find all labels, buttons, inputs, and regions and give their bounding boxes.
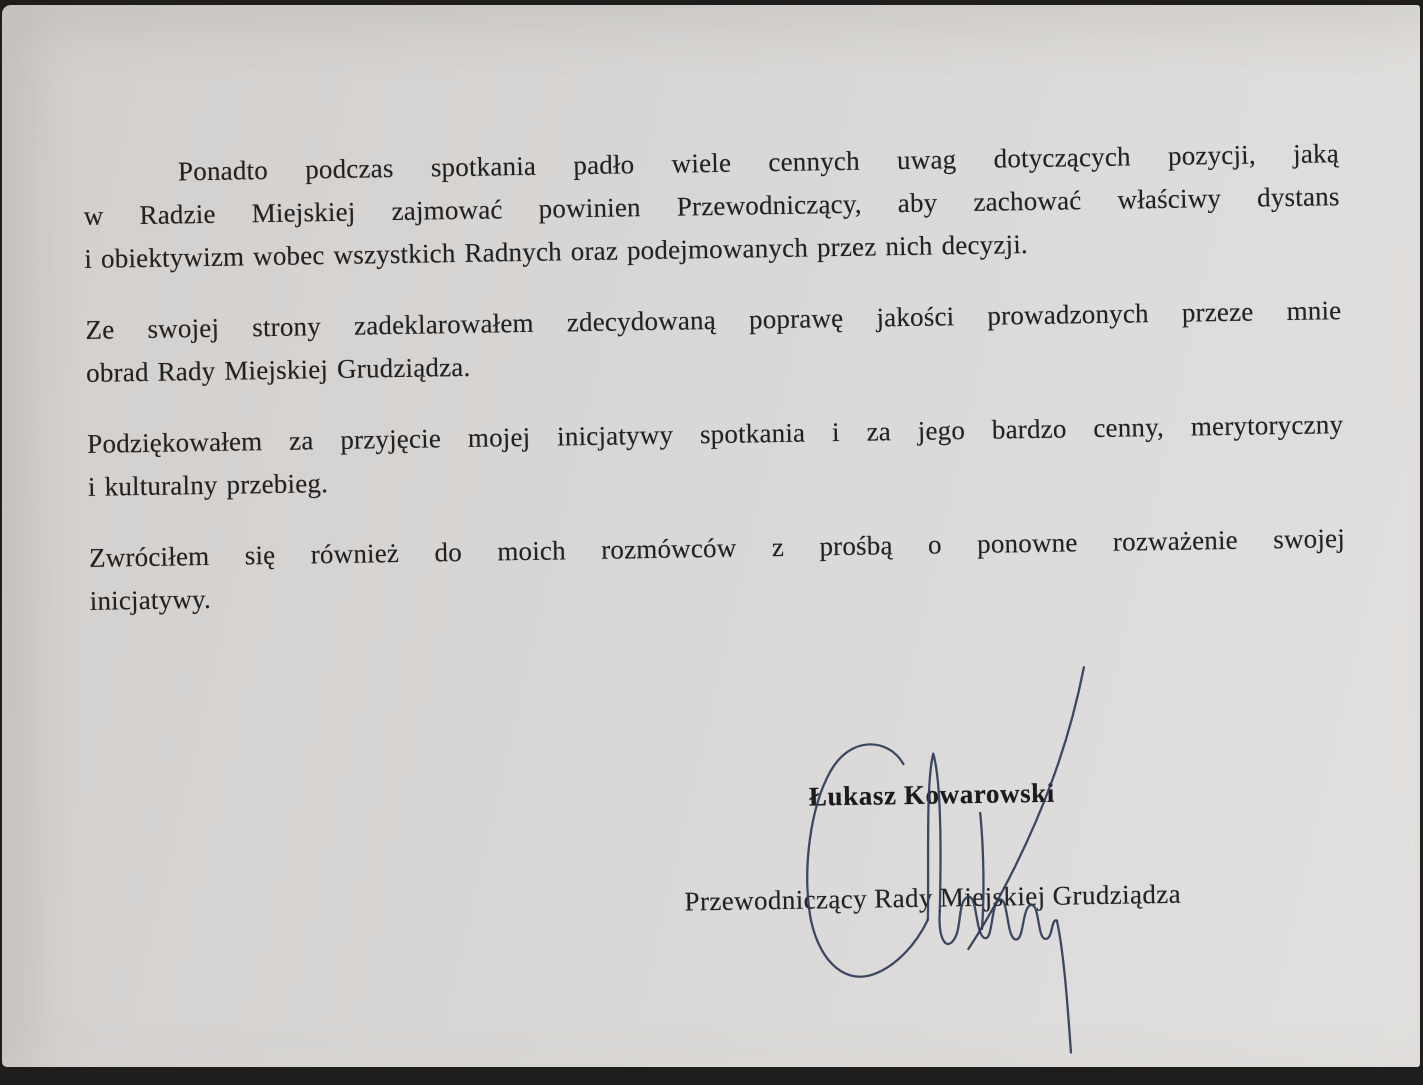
paragraphs xyxy=(83,132,1346,623)
text-line: obrad Rady Miejskiej Grudziądza. xyxy=(85,351,471,388)
text-line: Ze swojej strony zadeklarowałem zdecydowaną poprawę jakości prowadzonych przeze mnie xyxy=(85,295,1342,345)
signatory-name: Łukasz Kowarowski xyxy=(808,777,1056,812)
text-line: Podziękowałem za przyjęcie mojej inicjatywy spotkania i za jego bardzo cenny, merytoryczny xyxy=(87,409,1344,459)
paragraph xyxy=(87,403,1344,509)
text-line: i obiektywizm wobec wszystkich Radnych oraz podejmowanych przez nich decyzji. xyxy=(84,229,1029,274)
handwritten-signature-ink xyxy=(774,649,1121,1074)
text-line: inicjatywy. xyxy=(89,583,212,616)
paragraph xyxy=(89,517,1346,623)
text-line: Ponadto podczas spotkania padło wiele cennych uwag dotyczących pozycji, jaką xyxy=(177,138,1340,187)
signatory-title: Przewodniczący Rady Miejskiej Grudziądza xyxy=(684,878,1182,917)
letter-page xyxy=(2,5,1420,1067)
text-line: Zwróciłem się również do moich rozmówców z prośbą o ponowne rozważenie swojej xyxy=(88,523,1346,573)
paragraph xyxy=(85,289,1342,395)
letter-body xyxy=(83,132,1353,1082)
text-line: w Radzie Miejskiej zajmować powinien Przewodniczący, aby zachować właściwy dystans xyxy=(83,181,1340,231)
paragraph xyxy=(83,132,1341,281)
text-line: i kulturalny przebieg. xyxy=(87,468,329,502)
